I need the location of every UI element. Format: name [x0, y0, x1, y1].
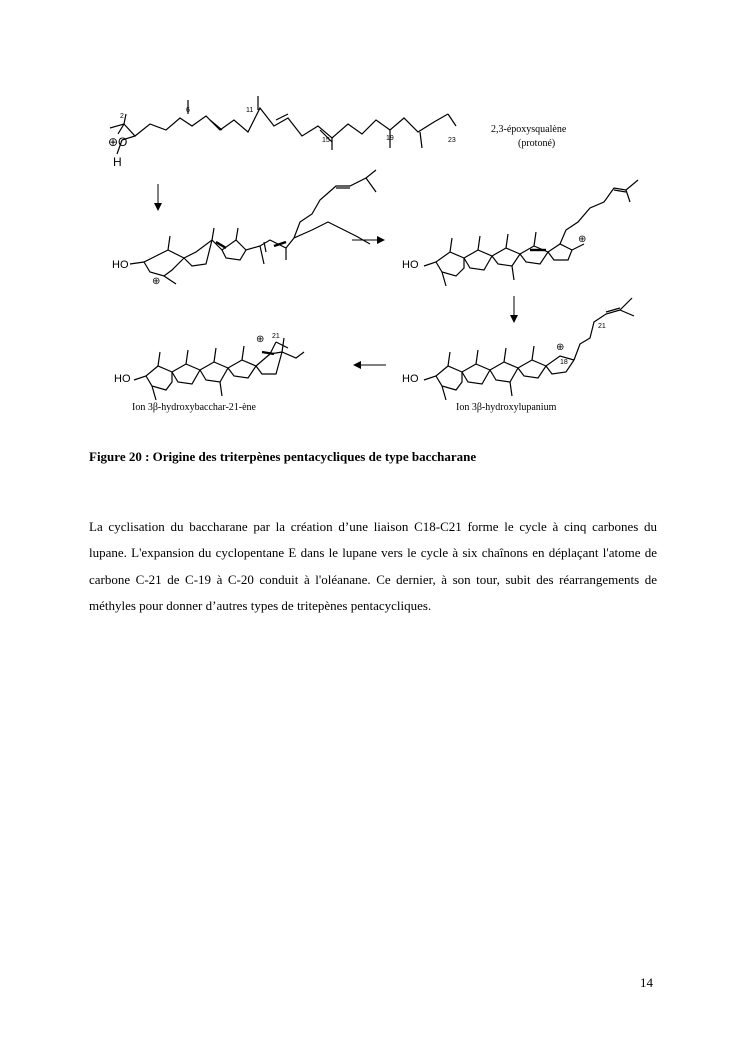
reaction-scheme — [100, 90, 660, 420]
tetracyclic-intermediate-structure — [424, 180, 638, 286]
cation-symbol: ⊕ — [578, 234, 587, 245]
hydroxyl-label: HO — [112, 259, 129, 271]
hydroxyl-label: HO — [402, 259, 419, 271]
baccharane-origin-figure — [100, 90, 660, 420]
protonated-oxygen-label: ⊕O — [108, 135, 128, 149]
body-paragraph: La cyclisation du baccharane par la création d’une liaison C18-C21 forme le cycle à cinq carbones du lupane. L'expansion du cyclopentane E dans le lupane vers le cycle à six chaînons en déplaçant l'atome de carbone C-21 de C-19 à C-20 conduit à l'oléanane. Ce dernier, à son tour, subit des réarrangements de méthyles pour donner d’autres types de tritepènes pentacycliques. — [89, 519, 657, 614]
position-label: 18 — [560, 359, 568, 366]
position-label: 23 — [448, 137, 456, 144]
lupanium-cation-structure — [424, 298, 634, 400]
figure-caption: Figure 20 : Origine des triterpènes pentacycliques de type baccharane — [89, 449, 477, 464]
page-number: 14 — [640, 975, 653, 990]
lupanium-label: Ion 3β-hydroxylupanium — [456, 402, 557, 413]
epoxysqualene-structure — [110, 96, 456, 154]
position-label: 11 — [246, 107, 254, 114]
position-label: 15 — [322, 137, 330, 144]
cation-symbol: ⊕ — [556, 342, 565, 353]
hydroxyl-label: HO — [402, 373, 419, 385]
hydrogen-label: H — [113, 155, 122, 169]
position-label: 21 — [598, 323, 606, 330]
epoxysqualene-state: (protoné) — [518, 138, 556, 149]
baccharenyl-label: Ion 3β-hydroxybacchar-21-ène — [132, 402, 256, 413]
cation-symbol: ⊕ — [152, 276, 161, 287]
hydroxyl-label: HO — [114, 373, 131, 385]
cation-symbol: ⊕ — [256, 334, 265, 345]
position-label: 21 — [272, 333, 280, 340]
position-label: 6 — [186, 107, 190, 114]
epoxysqualene-label: 2,3-époxysqualène — [491, 124, 567, 135]
baccharenyl-cation-structure — [134, 338, 304, 400]
position-label: 19 — [386, 135, 394, 142]
position-label: 2 — [120, 113, 124, 120]
folded-intermediate-structure — [130, 170, 376, 284]
